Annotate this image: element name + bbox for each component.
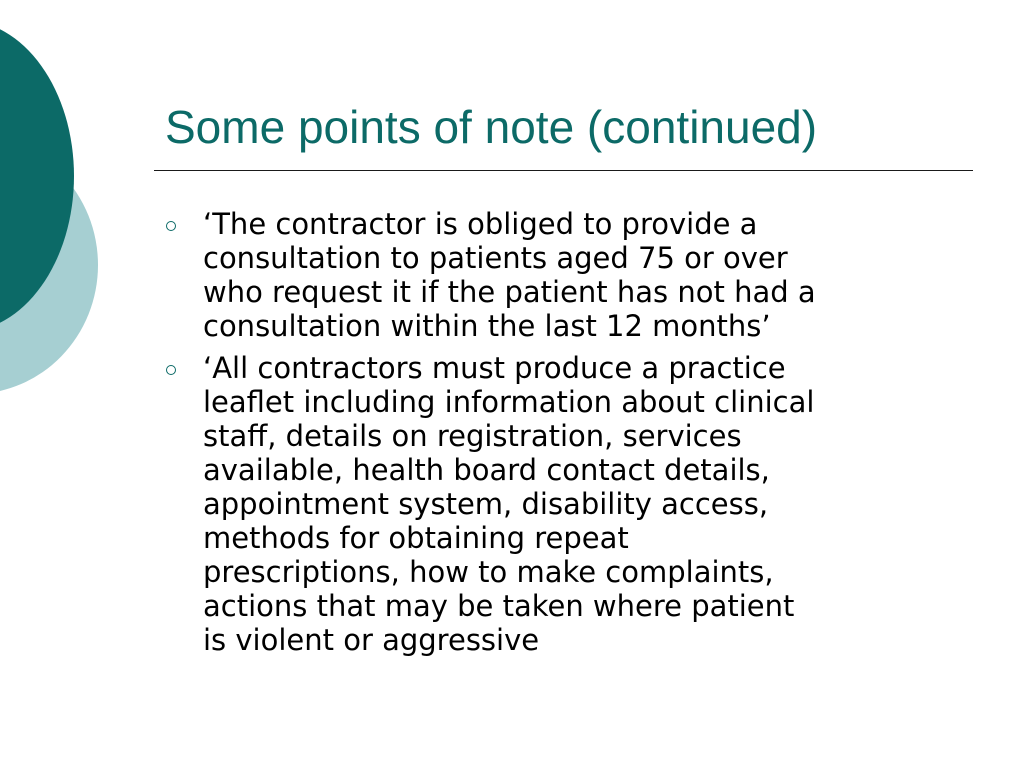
- slide-title: Some points of note (continued): [165, 101, 818, 153]
- bullet-text-line: consultation to patients aged 75 or over: [203, 241, 788, 275]
- bullet-text-line: staff, details on registration, services: [203, 419, 742, 453]
- bullet-list: [162, 207, 962, 665]
- bullet-text-line: consultation within the last 12 months’: [203, 309, 771, 343]
- bullet-text-line: available, health board contact details,: [203, 453, 770, 487]
- bullet-text-line: ‘All contractors must produce a practice: [203, 351, 786, 385]
- bullet-text-line: leaflet including information about clinical: [203, 385, 815, 419]
- bullet-text-line: prescriptions, how to make complaints,: [203, 555, 774, 589]
- bullet-text-line: is violent or aggressive: [203, 623, 540, 657]
- bullet-text-line: actions that may be taken where patient: [203, 589, 795, 623]
- bullet-item: [162, 207, 962, 343]
- bullet-item: [162, 351, 962, 657]
- bullet-text-line: ‘The contractor is obliged to provide a: [203, 207, 758, 241]
- hollow-circle-icon: [166, 221, 176, 231]
- bullet-text-line: appointment system, disability access,: [203, 487, 769, 521]
- bullet-text-line: who request it if the patient has not had a: [203, 275, 816, 309]
- hollow-circle-icon: [166, 365, 176, 375]
- bullet-text-line: methods for obtaining repeat: [203, 521, 629, 555]
- title-divider: [154, 170, 973, 171]
